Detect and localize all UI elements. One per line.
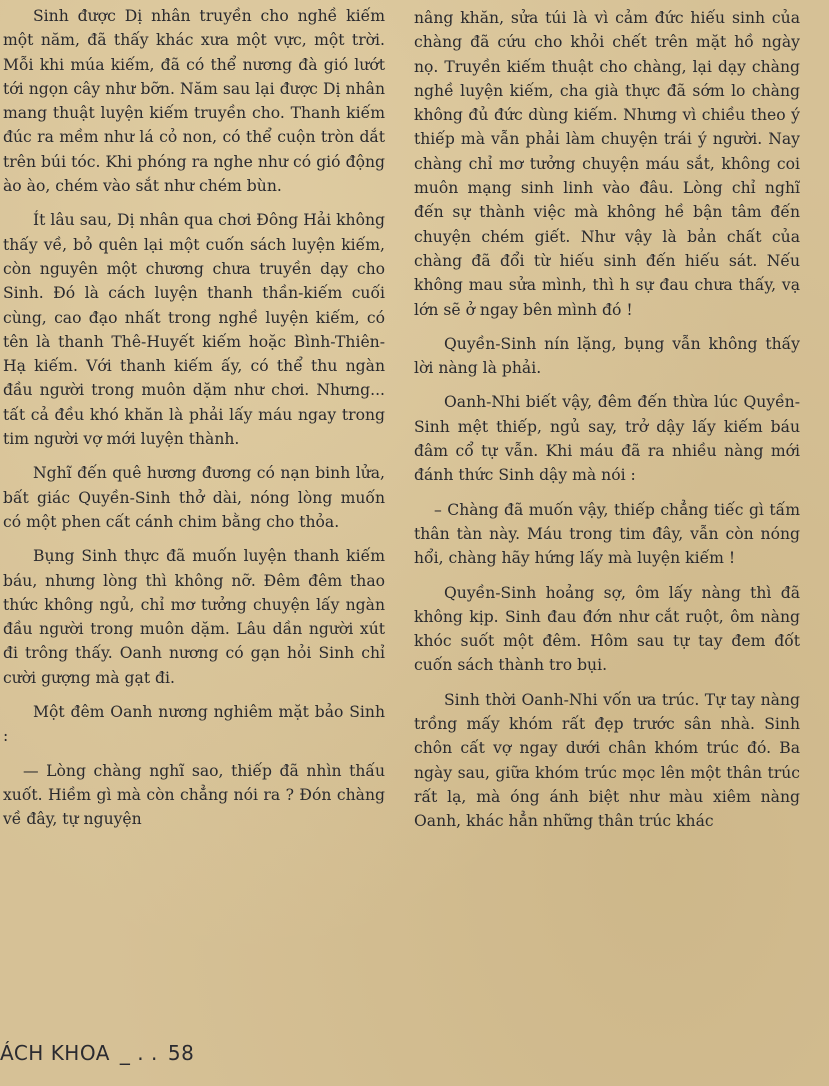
paragraph: Sinh được Dị nhân truyền cho nghề kiếm một năm, đã thấy khác xưa một vực, một trời. Mỗi khi múa kiếm, đã có thể nương đà gió lướt tới ngọn cây như bỡn. Năm sau lại được Dị nhân mang thuật luyện kiếm truyền cho. Thanh kiếm đúc ra mềm như lá cỏ non, có thể cuộn tròn dắt trên búi tóc. Khi phóng ra nghe như có gió động ào ào, chém vào sắt như chém bùn. <box>3 7 385 196</box>
page-number: 58 <box>167 1041 195 1065</box>
paragraph: Ít lâu sau, Dị nhân qua chơi Đông Hải không thấy về, bỏ quên lại một cuốn sách luyện kiếm, còn nguyên một chương chưa truyền dạy cho Sinh. Đó là cách luyện thanh thần-kiếm cuối cùng, cao đạo nhất trong nghề luyện kiếm, có tên là thanh Thê-Huyết kiếm hoặc Bình-Thiên-Hạ kiếm. Với thanh kiếm ấy, có thể thu ngàn đầu người trong muôn dặm như chơi. Nhưng... tất cả đều khó khăn là phải lấy máu ngay trong tim người vợ mới luyện thành. <box>3 211 385 449</box>
paragraph: Sinh thời Oanh-Nhi vốn ưa trúc. Tự tay nàng trồng mấy khóm rất đẹp trước sân nhà. Sinh chôn cất vợ ngay dưới chân khóm trúc đó. Ba ngày sau, giữa khóm trúc mọc lên một thân trúc rất lạ, mà óng ánh biệt như màu xiêm nàng Oanh, khác hẳn những thân trúc khác <box>414 690 800 831</box>
paragraph: nâng khăn, sửa túi là vì cảm đức hiếu sinh của chàng đã cứu cho khỏi chết trên mặt hồ ngày nọ. Truyền kiếm thuật cho chàng, lại dạy chàng nghề luyện kiếm, cha già thực đã sớm lo chàng không đủ đức dùng kiếm. Nhưng vì chiều theo ý thiếp mà vẫn phải làm chuyện trái ý người. Nay chàng chỉ mơ tưởng chuyện máu sắt, không coi muôn mạng sinh linh vào đâu. Lòng chỉ nghĩ đến sự thành việc mà không hề bận tâm đến chuyện chém giết. Như vậy là bản chất của chàng đã đổi từ hiếu sinh đến hiếu sát. Nếu không mau sửa mình, thì h sự đau chưa thấy, vạ lớn sẽ ở ngay bên mình đó ! <box>414 9 800 319</box>
footer-separator: _ . . <box>119 1041 158 1065</box>
dialog-paragraph: – Chàng đã muốn vậy, thiếp chẳng tiếc gì tấm thân tàn này. Máu trong tim đây, vẫn còn nóng hổi, chàng hãy hứng lấy mà luyện kiếm ! <box>414 500 800 568</box>
paragraph: Quyền-Sinh nín lặng, bụng vẫn không thấy lời nàng là phải. <box>414 334 800 378</box>
paragraph: Bụng Sinh thực đã muốn luyện thanh kiếm báu, nhưng lòng thì không nỡ. Đêm đêm thao thức không ngủ, chỉ mơ tưởng chuyện lấy ngàn đầu người trong muôn dặm. Lâu dần người xút đi trông thấy. Oanh nương có gạn hỏi Sinh chỉ cười gượng mà gạt đi. <box>3 547 385 687</box>
left-column <box>3 4 385 842</box>
magazine-name: ÁCH KHOA <box>0 1041 110 1065</box>
paragraph: Một đêm Oanh nương nghiêm mặt bảo Sinh : <box>3 703 385 746</box>
paragraph: Nghĩ đến quê hương đương có nạn binh lửa, bất giác Quyền-Sinh thở dài, nóng lòng muốn có một phen cất cánh chim bằng cho thỏa. <box>3 464 385 531</box>
page-footer <box>0 1041 194 1065</box>
paragraph: Quyền-Sinh hoảng sợ, ôm lấy nàng thì đã không kịp. Sinh đau đớn như cắt ruột, ôm nàng khóc suốt một đêm. Hôm sau tự tay đem đốt cuốn sách thành tro bụi. <box>414 583 800 675</box>
dialog-paragraph: — Lòng chàng nghĩ sao, thiếp đã nhìn thấu xuốt. Hiềm gì mà còn chẳng nói ra ? Đón chàng về đây, tự nguyện <box>3 761 385 829</box>
right-column <box>414 6 800 844</box>
paragraph: Oanh-Nhi biết vậy, đêm đến thừa lúc Quyền-Sinh mệt thiếp, ngủ say, trở dậy lấy kiếm báu đâm cổ tự vẫn. Khi máu đã ra nhiều nàng mới đánh thức Sinh dậy mà nói : <box>414 393 800 485</box>
